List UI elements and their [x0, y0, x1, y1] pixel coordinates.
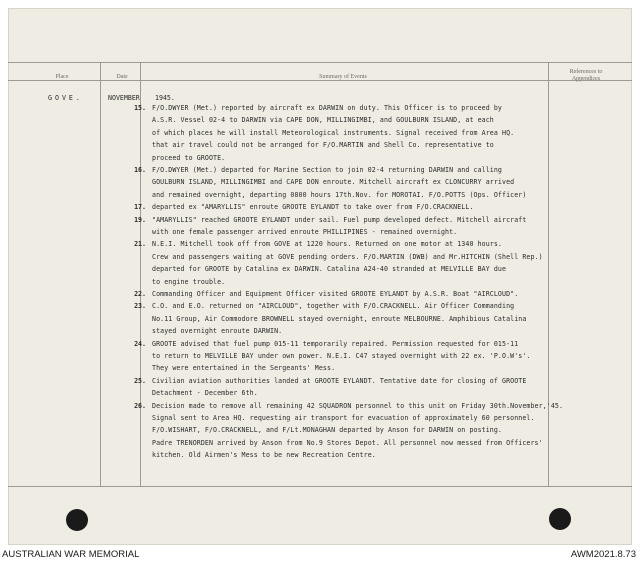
entry-line: departed ex "AMARYLLIS" enroute GROOTE EYLANDT to take over from F/O.CRACKNELL.	[152, 203, 474, 212]
header-summary: Summary of Events	[319, 74, 367, 80]
place-value: GOVE.	[48, 94, 83, 102]
entry-line: F/O.DWYER (Met.) departed for Marine Section to join 02-4 returning DARWIN and calling	[152, 166, 502, 174]
col-rule-place	[100, 62, 101, 486]
entry-line: GOULBURN ISLAND, MILLINGIMBI and CAPE DON enroute. Mitchell aircraft ex CLONCURRY arrived	[152, 178, 515, 187]
entry-day: 24.	[134, 339, 146, 348]
entry-line: Commanding Officer and Equipment Officer visited GROOTE EYLANDT by A.S.R. Boat "AIRCLOUD".	[152, 290, 519, 298]
entry-line: No.11 Group, Air Commodore BROWNELL stayed overnight, enroute MELBOURNE. Amphibious Catalina	[152, 314, 527, 323]
entry-line: Padre TRENORDEN arrived by Anson from No.9 Stores Depot. All personnel now messed from Officers'	[152, 438, 543, 447]
entry-day: 25.	[134, 376, 146, 385]
entry-line: Decision made to remove all remaining 42 SQUADRON personnel to this unit on Friday 30th.November,'45.	[152, 401, 564, 410]
entry-day: 15.	[134, 104, 146, 112]
entry-line: Crew and passengers waiting at GOVE pending orders. F/O.MARTIN (DWB) and Mr.HITCHIN (Shell Rep.)	[152, 252, 543, 261]
document-sheet	[8, 8, 632, 545]
entry-line: departed for GROOTE by Catalina ex DARWIN. Catalina A24-40 stranded at MELVILLE BAY due	[152, 265, 507, 274]
entry-line: kitchen. Old Airmen's Mess to be new Recreation Centre.	[152, 451, 376, 460]
entry-day: 19.	[134, 215, 146, 224]
entry-day: 26.	[134, 401, 146, 410]
entry-line: Signal sent to Area HQ. requesting air transport for evacuation of approximately 60 personnel.	[152, 414, 535, 422]
entry-line: A.S.R. Vessel 02-4 to DARWIN via CAPE DON, MILLINGIMBI, and GOULBURN ISLAND, at each	[152, 116, 494, 125]
top-rule	[8, 62, 632, 63]
entry-line: with one female passenger arrived enroute PHILLIPINES - remained overnight.	[152, 228, 458, 236]
bottom-rule	[8, 486, 632, 487]
entry-line: Detachment - December 6th.	[152, 389, 258, 398]
month-value: NOVEMBER	[108, 94, 140, 102]
entry-line: of which places he will install Meteorological instruments. Signal received from Area HQ.	[152, 128, 515, 137]
entry-line: to engine trouble.	[152, 277, 226, 286]
entry-line: GROOTE advised that fuel pump 015-11 temporarily repaired. Permission requested for 015-11	[152, 339, 519, 348]
header-references: References to Appendices	[569, 69, 603, 82]
header-date: Date	[116, 74, 128, 80]
entry-day: 23.	[134, 302, 146, 311]
entry-day: 17.	[134, 203, 146, 212]
entry-line: N.E.I. Mitchell took off from GOVE at 1220 hours. Returned on one motor at 1340 hours.	[152, 240, 502, 249]
entry-line: F/O.DWYER (Met.) reported by aircraft ex DARWIN on duty. This Officer is to proceed by	[152, 104, 502, 112]
footer-right: AWM2021.8.73	[570, 549, 636, 560]
entry-day: 21.	[134, 240, 146, 249]
col-rule-summary	[548, 62, 549, 486]
entry-line: proceed to GROOTE.	[152, 153, 226, 162]
binding-hole-right	[549, 508, 571, 530]
year-value: 1945.	[155, 94, 175, 102]
entry-line: "AMARYLLIS" reached GROOTE EYLANDT under sail. Fuel pump developed defect. Mitchell aircraft	[152, 215, 527, 224]
entry-line: to return to MELVILLE BAY under own power. N.E.I. C47 stayed overnight with 22 ex. 'P.O.W's'.	[152, 352, 531, 360]
binding-hole-left	[66, 509, 88, 531]
entry-day: 16.	[134, 166, 146, 174]
entry-line: F/O.WISHART, F/O.CRACKNELL, and F/Lt.MONAGHAN departed by Anson for DARWIN on posting.	[152, 426, 502, 435]
entry-line: They were entertained in the Sergeants' Mess.	[152, 364, 336, 373]
header-place: Place	[55, 74, 69, 80]
entry-line: Civilian aviation authorities landed at GROOTE EYLANDT. Tentative date for closing of GROOTE	[152, 376, 527, 385]
col-rule-date	[140, 62, 141, 486]
entry-line: that air travel could not be arranged for F/O.MARTIN and Shell Co. representative to	[152, 141, 494, 150]
entry-line: stayed overnight enroute DARWIN.	[152, 327, 283, 336]
entry-line: C.O. and E.O. returned on "AIRCLOUD", together with F/O.CRACKNELL. Air Officer Commanding	[152, 302, 515, 311]
entry-line: and remained overnight, departing 0800 hours 17th.Nov. for MOROTAI. F/O.POTTS (Ops. Officer)	[152, 190, 527, 199]
footer-left: AUSTRALIAN WAR MEMORIAL	[2, 549, 140, 560]
entry-day: 22.	[134, 290, 146, 298]
